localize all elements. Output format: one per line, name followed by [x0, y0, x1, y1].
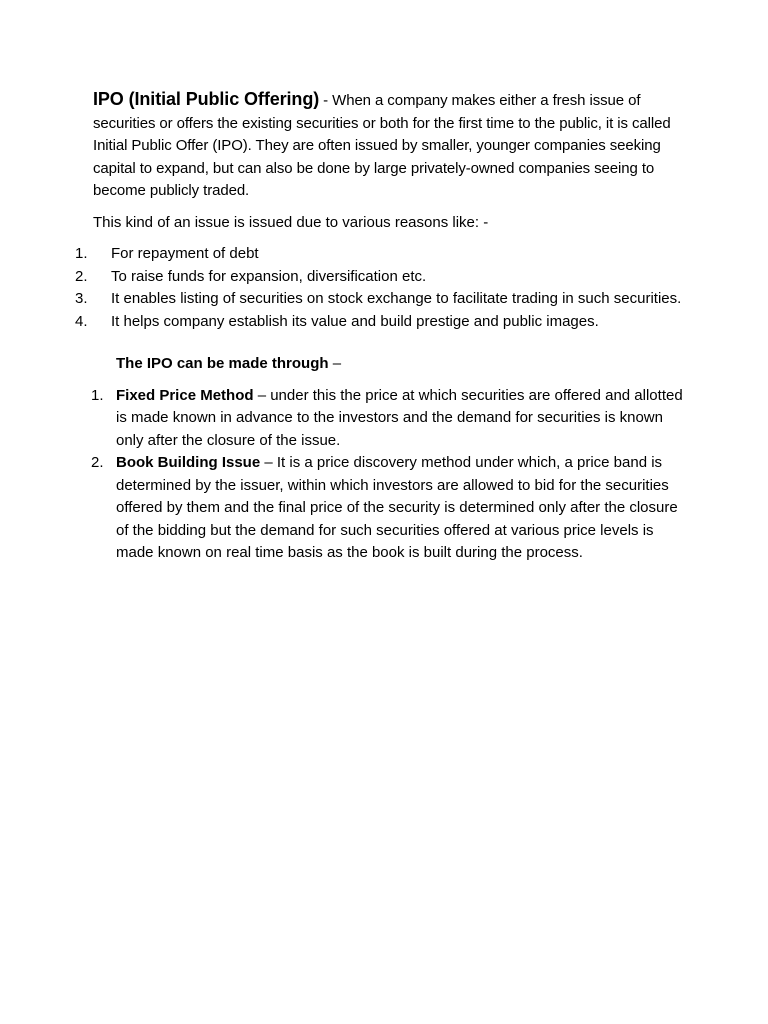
- list-item-number: 2.: [75, 267, 88, 285]
- list-item-text: It helps company establish its value and build prestige and public images.: [111, 312, 599, 330]
- list-item-text: To raise funds for expansion, diversification etc.: [111, 267, 427, 285]
- list-item-number: 3.: [75, 290, 88, 307]
- document-page: [75, 88, 683, 565]
- method-name: Book Building Issue: [116, 454, 261, 471]
- list-item-number: 4.: [75, 312, 88, 330]
- method-number: 2.: [91, 454, 104, 471]
- method-item-fixed-price: [93, 385, 683, 453]
- reasons-lead: This kind of an issue is issued due to various reasons like: -: [93, 213, 489, 231]
- ipo-term-heading: IPO (Initial Public Offering): [93, 89, 320, 109]
- method-description: – It is a price discovery method under which, a price band is determined by the issuer, within which investors are allowed to bid for the securities offered by them and the final price of the security is determined only after the closure of the bidding but the demand for such securities offered at various price levels is made known on real time basis as the book is built during the process.: [116, 454, 678, 561]
- intro-text: - When a company makes either a fresh issue of securities or offers the existing securities or both for the first time to the public, it is called Initial Public Offer (IPO). They are often issued by smaller, younger companies seeking capital to expand, but can also be done by large privately-owned companies seeing to become publicly traded.: [93, 92, 671, 199]
- method-item-book-building: [93, 452, 683, 565]
- list-item-number: 1.: [75, 245, 88, 262]
- list-item: [75, 288, 683, 311]
- list-item: [75, 311, 683, 334]
- list-item: [75, 243, 683, 266]
- ipo-methods-heading-bold: The IPO can be made through: [116, 355, 329, 372]
- ipo-methods-heading: [116, 353, 683, 376]
- list-item-text: For repayment of debt: [111, 245, 259, 262]
- method-description: – under this the price at which securities are offered and allotted is made known in advance to the investors and the demand for securities is known only after the closure of the issue.: [116, 386, 683, 449]
- method-number: 1.: [91, 386, 104, 404]
- methods-list: [93, 385, 683, 565]
- method-name: Fixed Price Method: [116, 386, 254, 404]
- list-item: [75, 266, 683, 289]
- ipo-methods-heading-dash: –: [328, 355, 342, 372]
- intro-paragraph: [93, 88, 683, 203]
- list-item-text: It enables listing of securities on stock exchange to facilitate trading in such securities.: [111, 290, 682, 307]
- reasons-list: [75, 243, 683, 333]
